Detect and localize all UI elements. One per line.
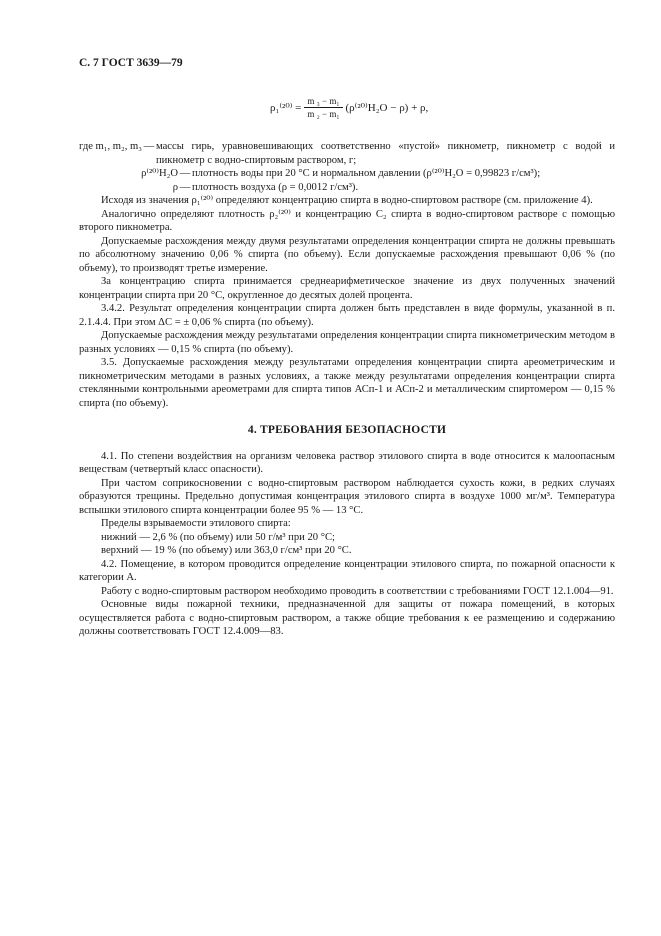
paragraph: 3.5. Допускаемые расхождения между результатами определения концентрации спирта ареометрическим и пикнометрическим методами в разных условиях, а также между результатами определения концентрации спирта стеклянными контрольными ареометрами для спирта типов АСп-1 и АСп-2 и металлическим спиртомером — 0,15 % спирта (по объему). <box>79 357 615 409</box>
formula-rhs: (ρ⁽²⁰⁾H₂O − ρ) + ρ, <box>345 102 429 114</box>
definition-air-density: ρ — плотность воздуха (ρ = 0,0012 г/см³). <box>79 181 615 195</box>
limit-item: верхний — 19 % (по объему) или 363,0 г/см³ при 20 °С. <box>101 545 352 556</box>
page-header: С. 7 ГОСТ 3639—79 <box>79 57 183 69</box>
paragraph: Исходя из значения ρ₁⁽²⁰⁾ определяют концентрацию спирта в водно-спиртовом растворе (см. приложение 4). <box>101 195 593 206</box>
formula-numerator: m ₃ − m₁ <box>304 96 342 108</box>
definition-text: плотность воздуха (ρ = 0,0012 г/см³). <box>192 181 359 193</box>
paragraph: Пределы взрываемости этилового спирта: <box>101 518 291 529</box>
paragraph: Допускаемые расхождения между двумя результатами определения концентрации спирта не должны превышать по абсолютному значению 0,06 % спирта (по объему). Если допускаемые расхождения превышают 0,06 % (по объему), то производят третье измерение. <box>79 235 615 274</box>
limit-item: нижний — 2,6 % (по объему) или 50 г/м³ при 20 °С; <box>101 531 335 543</box>
formula-fraction <box>304 96 342 119</box>
paragraph: 4.1. По степени воздействия на организм человека раствор этилового спирта в воде относится к малоопасным веществам (четвертый класс опасности). <box>79 450 615 475</box>
definition-text: плотность воды при 20 °С и нормальном давлении (ρ⁽²⁰⁾H₂O = 0,99823 г/см³); <box>192 168 541 179</box>
definition-symbol: где m₁, m₂, m₃ <box>79 141 142 152</box>
document-body <box>79 140 615 639</box>
definition-water-density: ρ⁽²⁰⁾H₂O — плотность воды при 20 °С и нормальном давлении (ρ⁽²⁰⁾H₂O = 0,99823 г/см³); <box>79 167 615 181</box>
paragraph: 4.2. Помещение, в котором проводится определение концентрации этилового спирта, по пожарной опасности к категории А. <box>79 558 615 583</box>
definition-text: массы гирь, уравновешивающих соответственно «пустой» пикнометр, пикнометр с водой и пикнометр с водно-спиртовым раствором, г; <box>155 141 615 166</box>
paragraph: За концентрацию спирта принимается среднеарифметическое значение из двух полученных значений концентрации спирта при 20 °С, округленное до десятых долей процента. <box>79 276 615 301</box>
definition-masses: где m₁, m₂, m₃ — массы гирь, уравновешивающих соответственно «пустой» пикнометр, пикнометр с водой и пикнометр с водно-спиртовым раствором, г; <box>79 141 615 166</box>
paragraph: Допускаемые расхождения между результатами определения концентрации спирта пикнометрическим методом в разных условиях — 0,15 % спирта (по объему). <box>79 330 615 355</box>
density-formula <box>270 96 428 119</box>
paragraph: Работу с водно-спиртовым раствором необходимо проводить в соответствии с требованиями ГОСТ 12.1.004—91. <box>101 585 614 597</box>
definition-symbol: ρ <box>172 181 178 193</box>
paragraph: 3.4.2. Результат определения концентрации спирта должен быть представлен в виде формулы, указанной в п. 2.1.4.4. При этом ΔC = ± 0,06 % спирта (по объему). <box>79 303 615 328</box>
formula-denominator: m ₂ − m₁ <box>307 109 340 119</box>
paragraph: Аналогично определяют плотность ρ₂⁽²⁰⁾ и концентрацию C₂ спирта в водно-спиртовом растворе с помощью второго пикнометра. <box>79 208 615 233</box>
paragraph: Основные виды пожарной техники, предназначенной для защиты от пожара помещений, в которых осуществляется работа с водно-спиртовым раствором, а также общие требования к ее размещению и содержанию должны соответствовать ГОСТ 12.4.009—83. <box>79 599 615 637</box>
section-title: 4. ТРЕБОВАНИЯ БЕЗОПАСНОСТИ <box>247 424 447 436</box>
formula-lhs: ρ₁⁽²⁰⁾ = <box>270 102 302 114</box>
definition-symbol: ρ⁽²⁰⁾H₂O <box>141 168 178 179</box>
paragraph: При частом соприкосновении с водно-спиртовым раствором наблюдается сухость кожи, в редких случаях образуются трещины. Предельно допустимая концентрация этилового спирта в воздухе 1000 мг/м³. Температура вспышки этилового спирта концентрации более 95 % — 13 °С. <box>79 477 615 516</box>
